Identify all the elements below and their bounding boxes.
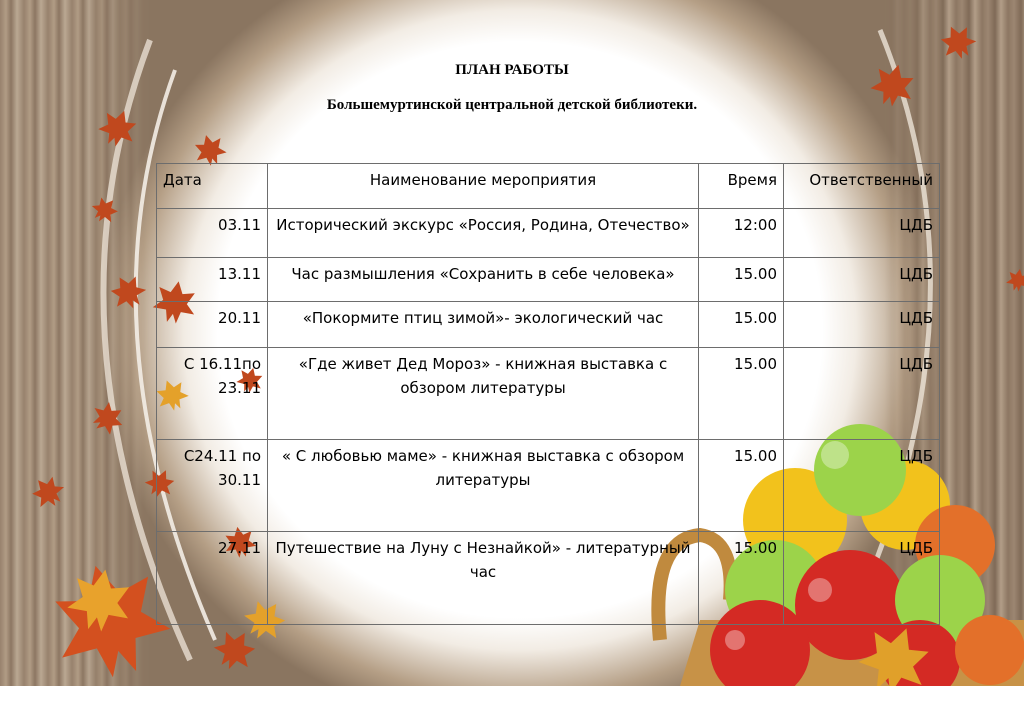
document-subtitle: Большемуртинской центральной детской библиотеки. bbox=[326, 97, 698, 113]
table-row bbox=[157, 209, 940, 258]
cell-event: «Покормите птиц зимой»- экологический час bbox=[268, 302, 699, 348]
header-date: Дата bbox=[157, 164, 268, 209]
header-responsible: Ответственный bbox=[784, 164, 940, 209]
work-plan-table bbox=[156, 163, 940, 625]
cell-time: 15.00 bbox=[699, 348, 784, 440]
cell-date: 20.11 bbox=[157, 302, 268, 348]
cell-time: 15.00 bbox=[699, 440, 784, 532]
cell-date: 03.11 bbox=[157, 209, 268, 258]
cell-date: 13.11 bbox=[157, 258, 268, 302]
header-event: Наименование мероприятия bbox=[268, 164, 699, 209]
cell-event: « С любовью маме» - книжная выставка с обзором литературы bbox=[268, 440, 699, 532]
cell-responsible: ЦДБ bbox=[784, 258, 940, 302]
document-title: ПЛАН РАБОТЫ bbox=[455, 62, 569, 78]
cell-responsible: ЦДБ bbox=[784, 532, 940, 625]
table-row bbox=[157, 258, 940, 302]
cell-date: С 16.11по 23.11 bbox=[157, 348, 268, 440]
cell-event: «Где живет Дед Мороз» - книжная выставка с обзором литературы bbox=[268, 348, 699, 440]
table-row bbox=[157, 302, 940, 348]
cell-time: 15.00 bbox=[699, 258, 784, 302]
header-time: Время bbox=[699, 164, 784, 209]
page-bottom-margin bbox=[0, 686, 1024, 724]
cell-responsible: ЦДБ bbox=[784, 440, 940, 532]
cell-responsible: ЦДБ bbox=[784, 209, 940, 258]
table-header-row bbox=[157, 164, 940, 209]
cell-event: Путешествие на Луну с Незнайкой» - литературный час bbox=[268, 532, 699, 625]
cell-responsible: ЦДБ bbox=[784, 302, 940, 348]
table-row bbox=[157, 348, 940, 440]
cell-responsible: ЦДБ bbox=[784, 348, 940, 440]
table-row bbox=[157, 440, 940, 532]
cell-time: 15.00 bbox=[699, 532, 784, 625]
cell-date: 27.11 bbox=[157, 532, 268, 625]
table-row bbox=[157, 532, 940, 625]
cell-date: С24.11 по 30.11 bbox=[157, 440, 268, 532]
cell-time: 12:00 bbox=[699, 209, 784, 258]
cell-event: Час размышления «Сохранить в себе человека» bbox=[268, 258, 699, 302]
cell-event: Исторический экскурс «Россия, Родина, Отечество» bbox=[268, 209, 699, 258]
cell-time: 15.00 bbox=[699, 302, 784, 348]
